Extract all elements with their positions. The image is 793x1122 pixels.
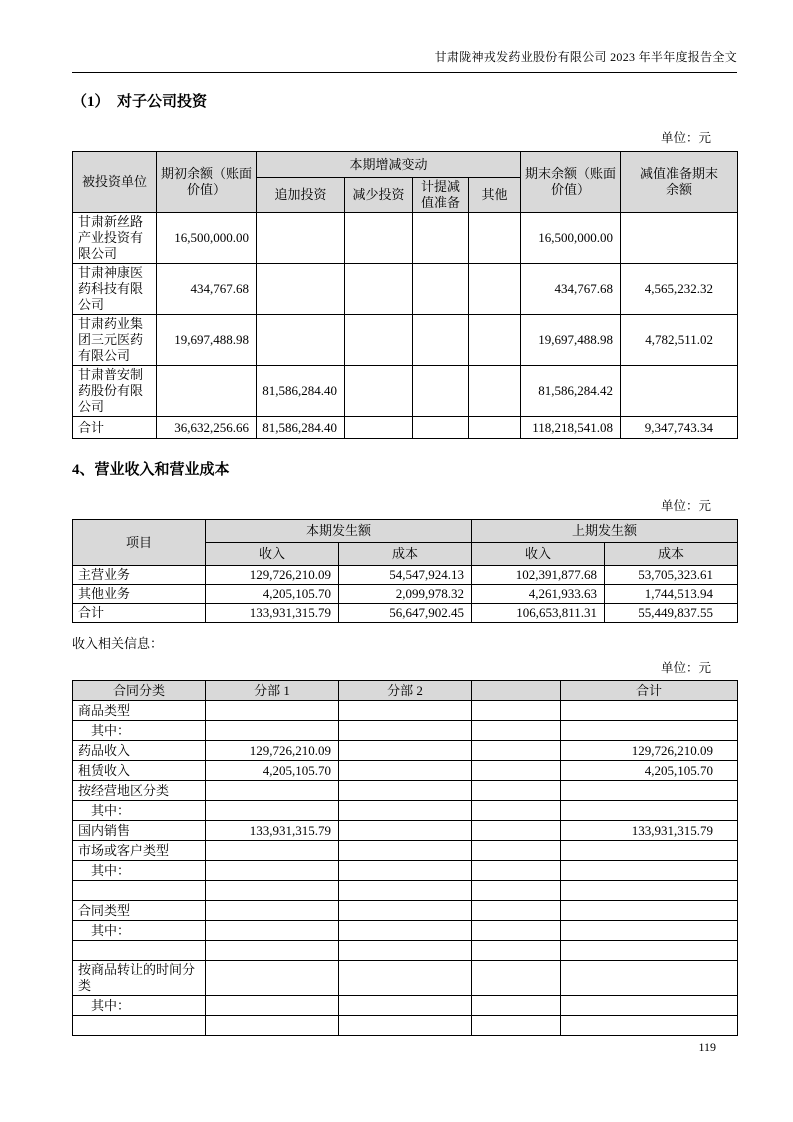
col-header-additional-investment: 追加投资	[257, 178, 345, 213]
cell-entity: 甘肃药业集团三元医药有限公司	[73, 315, 157, 366]
cell-impairment-provision	[413, 366, 469, 417]
table-row-empty	[73, 881, 738, 901]
cell-segment-1: 133,931,315.79	[206, 821, 339, 841]
cell-segment-1	[206, 801, 339, 821]
cell-other	[469, 264, 521, 315]
cell-segment-2	[339, 901, 472, 921]
cell-total	[561, 841, 738, 861]
cell-impairment-end-balance	[621, 366, 738, 417]
cell-blank	[472, 861, 561, 881]
col-header-prior-period: 上期发生额	[472, 520, 738, 543]
cell-reduced-investment	[345, 315, 413, 366]
col-header-begin-balance: 期初余额（账面价值）	[157, 152, 257, 213]
cell-begin-balance	[157, 366, 257, 417]
cell-prior-cost: 55,449,837.55	[605, 604, 738, 623]
table-row-total	[73, 417, 738, 439]
cell-current-cost: 56,647,902.45	[339, 604, 472, 623]
cell-total	[561, 941, 738, 961]
unit-label-income-info: 单位：元	[660, 661, 711, 675]
cell-impairment-end-balance: 4,782,511.02	[621, 315, 738, 366]
page-number: 119	[698, 1040, 716, 1054]
cell-current-income: 129,726,210.09	[206, 566, 339, 585]
cell-prior-income: 102,391,877.68	[472, 566, 605, 585]
cell-current-income: 4,205,105.70	[206, 585, 339, 604]
cell-blank	[472, 781, 561, 801]
cell-segment-1: 129,726,210.09	[206, 741, 339, 761]
income-info-label: 收入相关信息：	[72, 636, 164, 651]
cell-begin-balance: 16,500,000.00	[157, 213, 257, 264]
cell-blank	[472, 721, 561, 741]
cell-other	[469, 213, 521, 264]
table-row-empty	[73, 941, 738, 961]
cell-category: 其中：	[73, 801, 206, 821]
cell-category: 其中：	[73, 721, 206, 741]
col-header-current-period: 本期发生额	[206, 520, 472, 543]
income-detail-table	[72, 680, 738, 1036]
cell-prior-cost: 53,705,323.61	[605, 566, 738, 585]
table-row	[73, 821, 738, 841]
cell-segment-1	[206, 921, 339, 941]
cell-segment-1	[206, 841, 339, 861]
cell-category: 按商品转让的时间分类	[73, 961, 206, 996]
cell-total	[561, 901, 738, 921]
unit-label-subsidiary: 单位：元	[660, 131, 711, 145]
cell-category: 其中：	[73, 996, 206, 1016]
cell-total: 129,726,210.09	[561, 741, 738, 761]
cell-total	[561, 781, 738, 801]
col-header-end-balance: 期末余额（账面价值）	[521, 152, 621, 213]
table-row	[73, 996, 738, 1016]
cell-segment-2	[339, 961, 472, 996]
table-row	[73, 861, 738, 881]
cell-end-balance: 118,218,541.08	[521, 417, 621, 439]
col-header-blank	[472, 681, 561, 701]
cell-category: 国内销售	[73, 821, 206, 841]
col-header-entity: 被投资单位	[73, 152, 157, 213]
cell-segment-1	[206, 961, 339, 996]
cell-total	[561, 861, 738, 881]
cell-total	[561, 801, 738, 821]
cell-blank	[472, 701, 561, 721]
table-row	[73, 264, 738, 315]
col-header-total: 合计	[561, 681, 738, 701]
table-row	[73, 721, 738, 741]
col-header-prior-income: 收入	[472, 543, 605, 566]
cell-blank	[472, 881, 561, 901]
col-header-prior-cost: 成本	[605, 543, 738, 566]
report-header-title: 甘肃陇神戎发药业股份有限公司 2023 年半年度报告全文	[434, 50, 737, 64]
cell-current-cost: 2,099,978.32	[339, 585, 472, 604]
table-row	[73, 761, 738, 781]
col-header-impairment-end: 减值准备期末余额	[621, 152, 738, 213]
cell-entity: 甘肃普安制药股份有限公司	[73, 366, 157, 417]
cell-segment-1	[206, 996, 339, 1016]
table-row	[73, 781, 738, 801]
cell-segment-1	[206, 781, 339, 801]
header-row	[73, 152, 738, 178]
cell-total	[561, 996, 738, 1016]
header-row	[73, 520, 738, 543]
cell-total	[561, 721, 738, 741]
cell-reduced-investment	[345, 213, 413, 264]
cell-category: 药品收入	[73, 741, 206, 761]
cell-prior-cost: 1,744,513.94	[605, 585, 738, 604]
table-row	[73, 213, 738, 264]
cell-segment-2	[339, 1016, 472, 1036]
cell-blank	[472, 761, 561, 781]
cell-category: 其中：	[73, 921, 206, 941]
cell-end-balance: 16,500,000.00	[521, 213, 621, 264]
cell-begin-balance: 36,632,256.66	[157, 417, 257, 439]
cell-additional-investment	[257, 213, 345, 264]
section-1-title: （1） 对子公司投资	[72, 94, 208, 110]
cell-blank	[472, 801, 561, 821]
cell-segment-2	[339, 996, 472, 1016]
cell-other	[469, 417, 521, 439]
cell-impairment-provision	[413, 213, 469, 264]
table-row	[73, 901, 738, 921]
cell-segment-1	[206, 861, 339, 881]
col-header-current-income: 收入	[206, 543, 339, 566]
cell-segment-2	[339, 941, 472, 961]
cell-blank	[472, 996, 561, 1016]
cell-end-balance: 434,767.68	[521, 264, 621, 315]
table-row-total	[73, 604, 738, 623]
cell-category	[73, 881, 206, 901]
table-row	[73, 566, 738, 585]
cell-additional-investment	[257, 264, 345, 315]
section-4-title: 4、营业收入和营业成本	[72, 462, 230, 478]
cell-segment-2	[339, 741, 472, 761]
cell-segment-2	[339, 761, 472, 781]
cell-category: 市场或客户类型	[73, 841, 206, 861]
cell-category: 按经营地区分类	[73, 781, 206, 801]
cell-reduced-investment	[345, 417, 413, 439]
cell-reduced-investment	[345, 264, 413, 315]
cell-segment-2	[339, 721, 472, 741]
table-row	[73, 841, 738, 861]
cell-other	[469, 315, 521, 366]
cell-category	[73, 941, 206, 961]
cell-impairment-provision	[413, 264, 469, 315]
cell-total	[561, 961, 738, 996]
subsidiary-investment-table	[72, 151, 738, 439]
cell-category: 租赁收入	[73, 761, 206, 781]
col-header-contract-category: 合同分类	[73, 681, 206, 701]
table-row	[73, 801, 738, 821]
cell-total	[561, 881, 738, 901]
cell-segment-2	[339, 781, 472, 801]
cell-impairment-end-balance: 4,565,232.32	[621, 264, 738, 315]
cell-end-balance: 81,586,284.42	[521, 366, 621, 417]
cell-segment-1	[206, 881, 339, 901]
cell-segment-2	[339, 701, 472, 721]
col-header-segment-2: 分部 2	[339, 681, 472, 701]
cell-segment-2	[339, 861, 472, 881]
table-row	[73, 585, 738, 604]
cell-prior-income: 4,261,933.63	[472, 585, 605, 604]
cell-total	[561, 1016, 738, 1036]
cell-item: 合计	[73, 604, 206, 623]
col-header-item: 项目	[73, 520, 206, 566]
cell-blank	[472, 1016, 561, 1036]
cell-additional-investment: 81,586,284.40	[257, 417, 345, 439]
cell-category	[73, 1016, 206, 1036]
table-row-empty	[73, 1016, 738, 1036]
cell-entity: 甘肃神康医药科技有限公司	[73, 264, 157, 315]
cell-segment-1	[206, 701, 339, 721]
cell-current-cost: 54,547,924.13	[339, 566, 472, 585]
cell-entity: 合计	[73, 417, 157, 439]
cell-category: 商品类型	[73, 701, 206, 721]
cell-blank	[472, 901, 561, 921]
cell-begin-balance: 19,697,488.98	[157, 315, 257, 366]
table-row	[73, 741, 738, 761]
cell-blank	[472, 921, 561, 941]
cell-entity: 甘肃新丝路产业投资有限公司	[73, 213, 157, 264]
cell-impairment-provision	[413, 315, 469, 366]
cell-segment-1	[206, 901, 339, 921]
header-divider	[72, 72, 737, 73]
cell-current-income: 133,931,315.79	[206, 604, 339, 623]
cell-segment-1: 4,205,105.70	[206, 761, 339, 781]
cell-total: 4,205,105.70	[561, 761, 738, 781]
table-row	[73, 701, 738, 721]
cell-segment-2	[339, 801, 472, 821]
cell-total	[561, 701, 738, 721]
unit-label-revenue: 单位：元	[660, 499, 711, 513]
cell-segment-2	[339, 841, 472, 861]
table-row	[73, 315, 738, 366]
col-header-reduced-investment: 减少投资	[345, 178, 413, 213]
cell-blank	[472, 741, 561, 761]
cell-segment-2	[339, 921, 472, 941]
cell-impairment-end-balance	[621, 213, 738, 264]
cell-blank	[472, 961, 561, 996]
cell-total	[561, 921, 738, 941]
col-header-impairment-provision: 计提减值准备	[413, 178, 469, 213]
cell-category: 其中：	[73, 861, 206, 881]
revenue-cost-table	[72, 519, 738, 623]
table-row	[73, 366, 738, 417]
header-row	[73, 681, 738, 701]
cell-segment-2	[339, 821, 472, 841]
cell-item: 主营业务	[73, 566, 206, 585]
cell-segment-2	[339, 881, 472, 901]
cell-prior-income: 106,653,811.31	[472, 604, 605, 623]
cell-impairment-end-balance: 9,347,743.34	[621, 417, 738, 439]
cell-reduced-investment	[345, 366, 413, 417]
col-header-other: 其他	[469, 178, 521, 213]
cell-begin-balance: 434,767.68	[157, 264, 257, 315]
cell-impairment-provision	[413, 417, 469, 439]
cell-segment-1	[206, 1016, 339, 1036]
cell-segment-1	[206, 721, 339, 741]
cell-additional-investment	[257, 315, 345, 366]
cell-additional-investment: 81,586,284.40	[257, 366, 345, 417]
col-header-change-group: 本期增减变动	[257, 152, 521, 178]
cell-segment-1	[206, 941, 339, 961]
cell-other	[469, 366, 521, 417]
cell-end-balance: 19,697,488.98	[521, 315, 621, 366]
col-header-current-cost: 成本	[339, 543, 472, 566]
table-row	[73, 961, 738, 996]
cell-total: 133,931,315.79	[561, 821, 738, 841]
cell-blank	[472, 941, 561, 961]
cell-blank	[472, 841, 561, 861]
cell-blank	[472, 821, 561, 841]
cell-item: 其他业务	[73, 585, 206, 604]
table-row	[73, 921, 738, 941]
col-header-segment-1: 分部 1	[206, 681, 339, 701]
cell-category: 合同类型	[73, 901, 206, 921]
